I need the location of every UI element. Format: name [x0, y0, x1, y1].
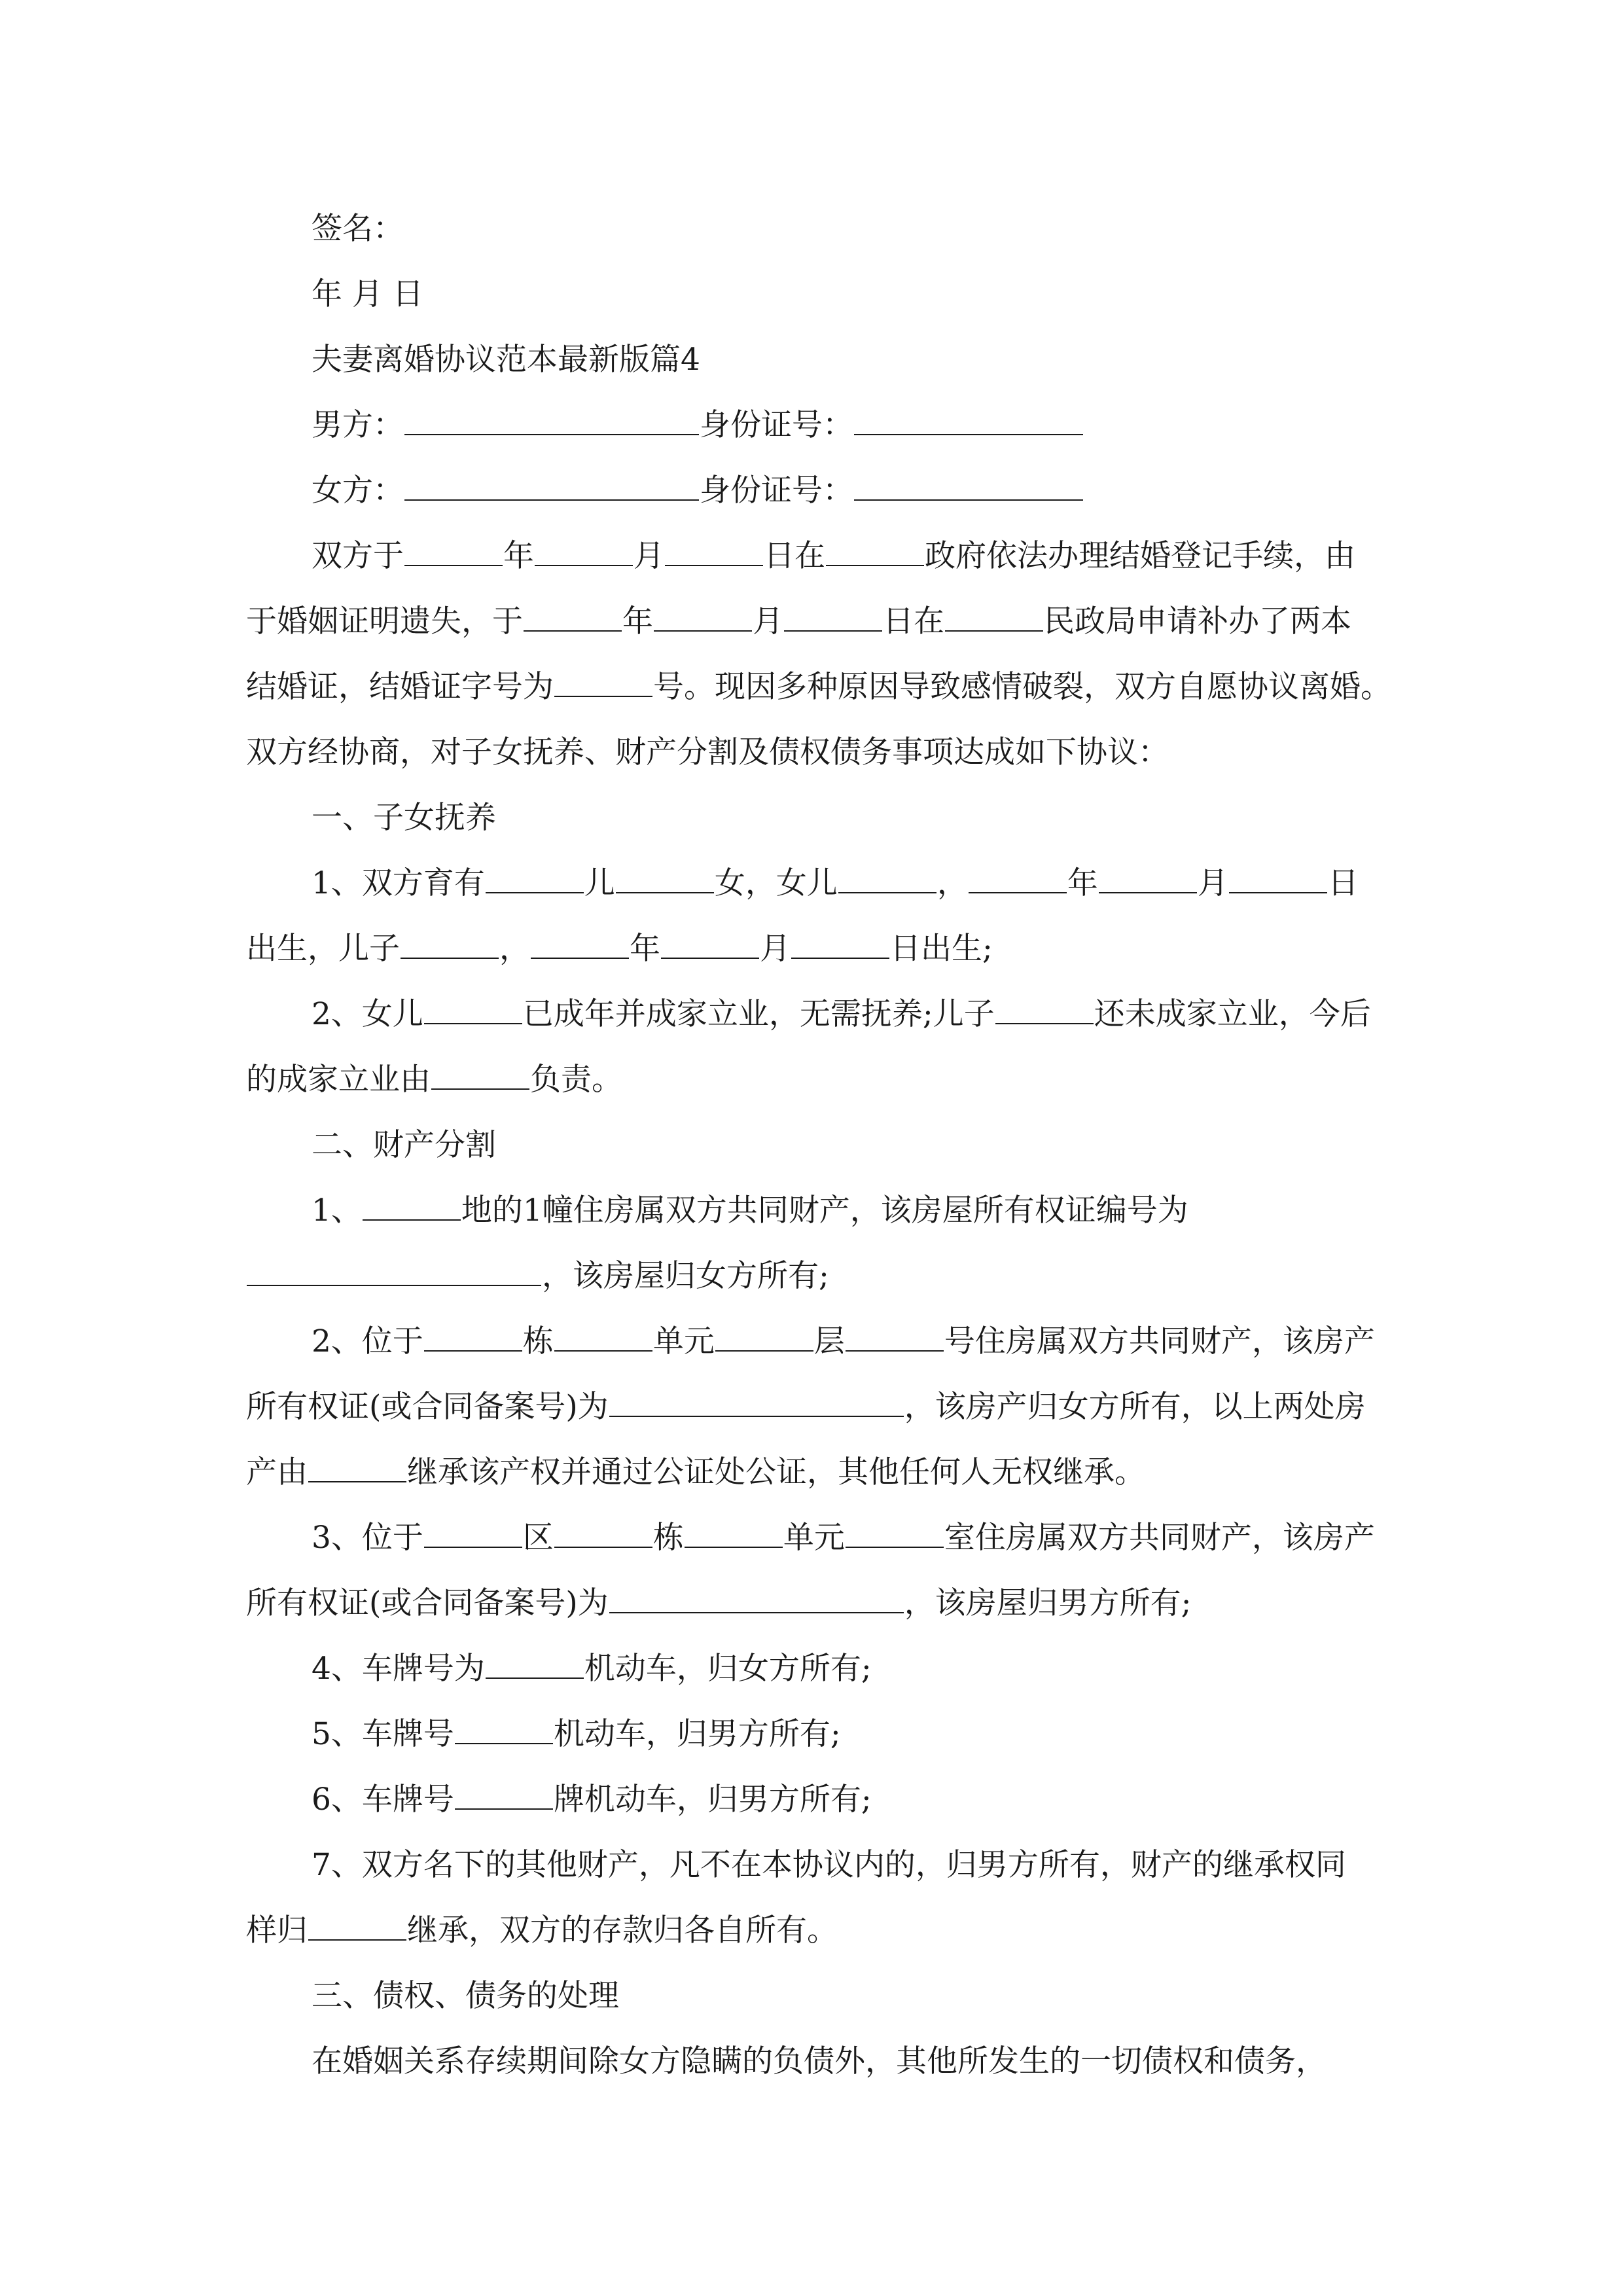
fill-in-blank[interactable]: [247, 1253, 541, 1286]
fill-in-blank[interactable]: [609, 1581, 904, 1613]
clause-paragraph: 1、双方育有 儿 女，女儿 ， 年 月 日: [312, 851, 1359, 916]
fill-in-blank[interactable]: [363, 1188, 461, 1221]
fill-in-blank[interactable]: [554, 664, 652, 697]
fill-in-blank[interactable]: [554, 1515, 652, 1548]
document-heading: 夫妻离婚协议范本最新版篇4: [312, 342, 700, 378]
clause-paragraph: 5、车牌号 机动车，归男方所有;: [312, 1702, 841, 1767]
fill-in-blank[interactable]: [616, 861, 714, 893]
male-name-blank[interactable]: [404, 403, 699, 435]
fill-in-blank[interactable]: [431, 1057, 529, 1090]
fill-in-blank[interactable]: [554, 1319, 652, 1352]
fill-in-blank[interactable]: [826, 533, 924, 566]
fill-in-blank[interactable]: [846, 1515, 944, 1548]
fill-in-blank[interactable]: [1099, 861, 1197, 893]
fill-in-blank[interactable]: [455, 1712, 553, 1744]
fill-in-blank[interactable]: [945, 599, 1043, 632]
fill-in-blank[interactable]: [531, 926, 629, 959]
fill-in-blank[interactable]: [455, 1777, 553, 1810]
clause-paragraph: ，该房屋归女方所有;: [246, 1244, 829, 1309]
clause-paragraph: 6、车牌号 牌机动车，归男方所有;: [312, 1767, 872, 1833]
section-title: 三、债权、债务的处理: [312, 1978, 619, 2014]
fill-in-blank[interactable]: [308, 1450, 406, 1482]
fill-in-blank[interactable]: [524, 599, 622, 632]
fill-in-blank[interactable]: [424, 1515, 522, 1548]
clause-paragraph: 的成家立业由 负责。: [246, 1047, 622, 1113]
intro-paragraph: 结婚证，结婚证字号为 号。现因多种原因导致感情破裂，双方自愿协议离婚。: [246, 655, 1391, 720]
fill-in-blank[interactable]: [486, 861, 584, 893]
party-female: 女方： 身份证号：: [312, 458, 1084, 524]
clause-paragraph: 7、双方名下的其他财产，凡不在本协议内的，归男方所有，财产的继承权同: [312, 1847, 1346, 1883]
female-id-blank[interactable]: [854, 468, 1083, 501]
clause-paragraph: 所有权证(或合同备案号)为 ，该房屋归男方所有;: [246, 1571, 1192, 1636]
clause-paragraph: 在婚姻关系存续期间除女方隐瞒的负债外，其他所发生的一切债权和债务，: [312, 2043, 1327, 2079]
party-male: 男方： 身份证号：: [312, 393, 1084, 458]
section-title: 二、财产分割: [312, 1127, 496, 1163]
intro-paragraph: 于婚姻证明遗失，于 年 月 日在 民政局申请补办了两本: [246, 589, 1351, 655]
fill-in-blank[interactable]: [846, 1319, 944, 1352]
intro-paragraph: 双方经协商，对子女抚养、财产分割及债权债务事项达成如下协议：: [246, 734, 1169, 770]
fill-in-blank[interactable]: [715, 1319, 813, 1352]
fill-in-blank[interactable]: [401, 926, 499, 959]
fill-in-blank[interactable]: [995, 992, 1094, 1024]
signature-date: 年 月 日: [312, 276, 423, 312]
fill-in-blank[interactable]: [404, 533, 503, 566]
fill-in-blank[interactable]: [784, 599, 882, 632]
fill-in-blank[interactable]: [609, 1384, 904, 1417]
clause-paragraph: 所有权证(或合同备案号)为 ，该房产归女方所有，以上两处房: [246, 1374, 1366, 1440]
fill-in-blank[interactable]: [838, 861, 936, 893]
clause-paragraph: 3、位于 区 栋 单元 室住房属双方共同财产，该房产: [312, 1505, 1375, 1571]
fill-in-blank[interactable]: [1229, 861, 1327, 893]
clause-paragraph: 4、车牌号为 机动车，归女方所有;: [312, 1636, 872, 1702]
signature-label: 签名：: [312, 211, 404, 247]
fill-in-blank[interactable]: [661, 926, 759, 959]
fill-in-blank[interactable]: [424, 1319, 522, 1352]
fill-in-blank[interactable]: [791, 926, 889, 959]
fill-in-blank[interactable]: [665, 533, 763, 566]
clause-paragraph: 样归 继承，双方的存款归各自所有。: [246, 1898, 838, 1964]
clause-paragraph: 1、 地的1幢住房属双方共同财产，该房屋所有权证编号为: [312, 1178, 1188, 1244]
female-name-blank[interactable]: [404, 468, 699, 501]
clause-paragraph: 出生，儿子 ， 年 月 日出生;: [246, 916, 993, 982]
male-id-blank[interactable]: [854, 403, 1083, 435]
clause-paragraph: 2、位于 栋 单元 层 号住房属双方共同财产，该房产: [312, 1309, 1375, 1374]
fill-in-blank[interactable]: [424, 992, 522, 1024]
fill-in-blank[interactable]: [486, 1646, 584, 1679]
section-title: 一、子女抚养: [312, 800, 496, 836]
clause-paragraph: 2、女儿 已成年并成家立业，无需抚养;儿子 还未成家立业，今后: [312, 982, 1371, 1047]
fill-in-blank[interactable]: [685, 1515, 783, 1548]
fill-in-blank[interactable]: [969, 861, 1067, 893]
intro-paragraph: 双方于 年 月 日在 政府依法办理结婚登记手续，由: [312, 524, 1355, 589]
fill-in-blank[interactable]: [308, 1908, 406, 1941]
clause-paragraph: 产由 继承该产权并通过公证处公证，其他任何人无权继承。: [246, 1440, 1145, 1505]
fill-in-blank[interactable]: [535, 533, 633, 566]
fill-in-blank[interactable]: [654, 599, 752, 632]
